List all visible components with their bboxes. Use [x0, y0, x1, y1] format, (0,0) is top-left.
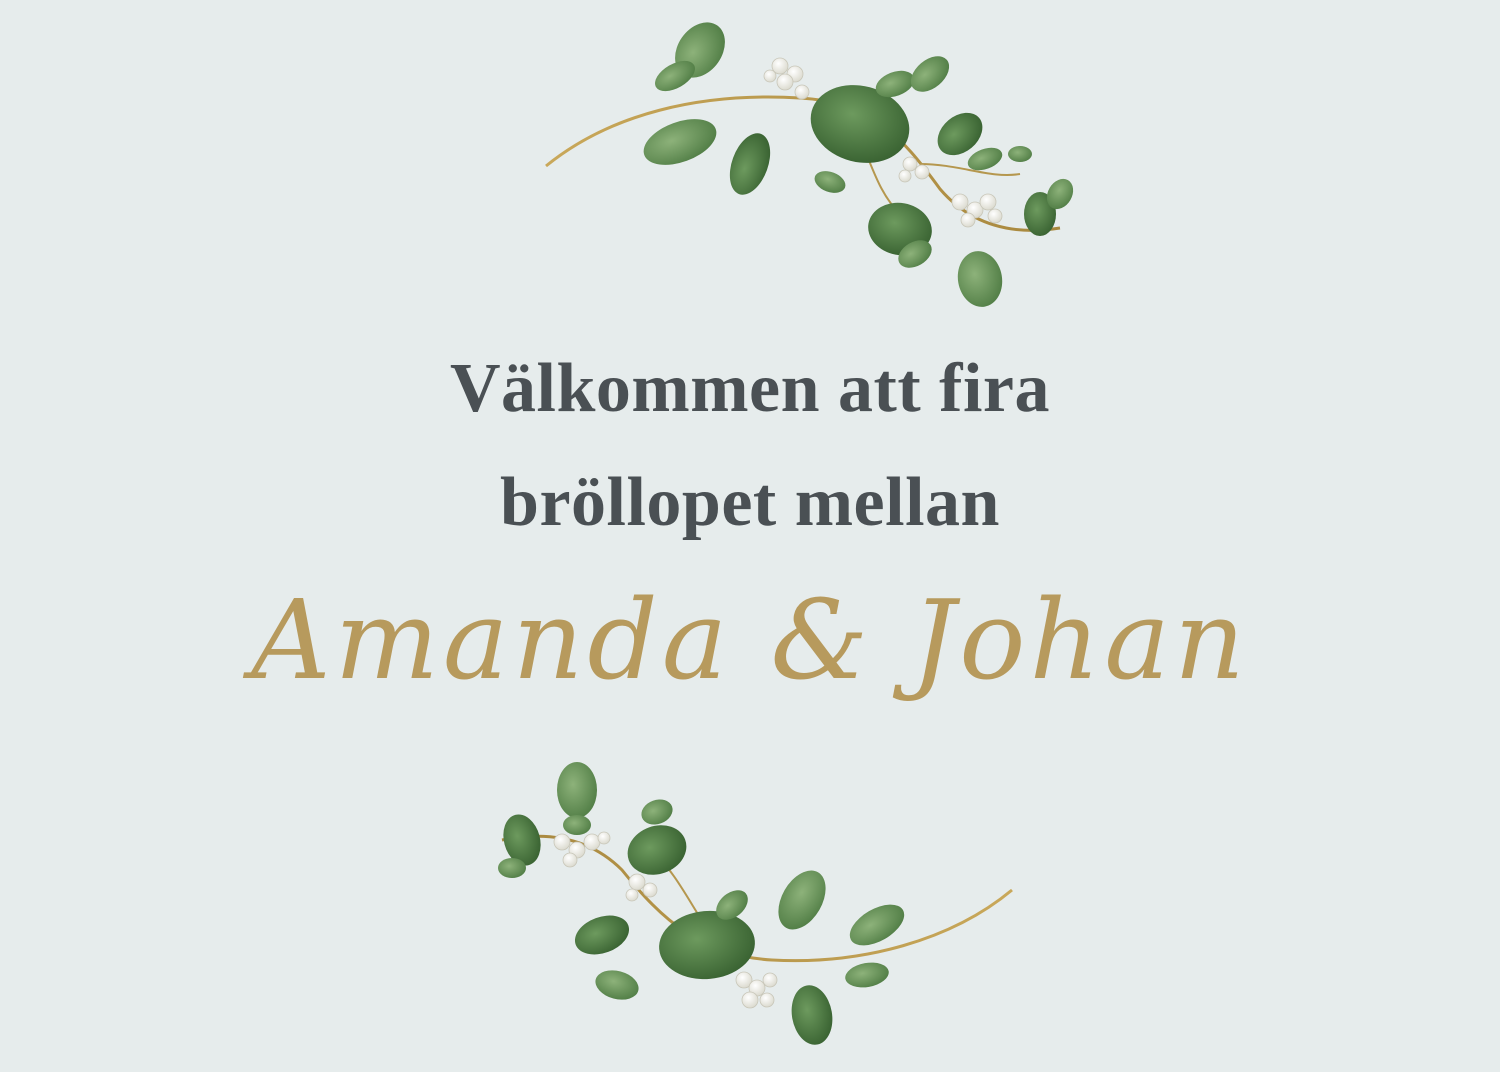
welcome-heading — [0, 332, 1500, 560]
floral-sprig-bottom-icon — [482, 750, 1022, 1050]
welcome-line-2: bröllopet mellan — [500, 464, 1000, 541]
couple-names: Amanda & Johan — [251, 576, 1249, 704]
floral-sprig-top-icon — [540, 14, 1080, 314]
welcome-line-1: Välkommen att fira — [449, 350, 1050, 427]
